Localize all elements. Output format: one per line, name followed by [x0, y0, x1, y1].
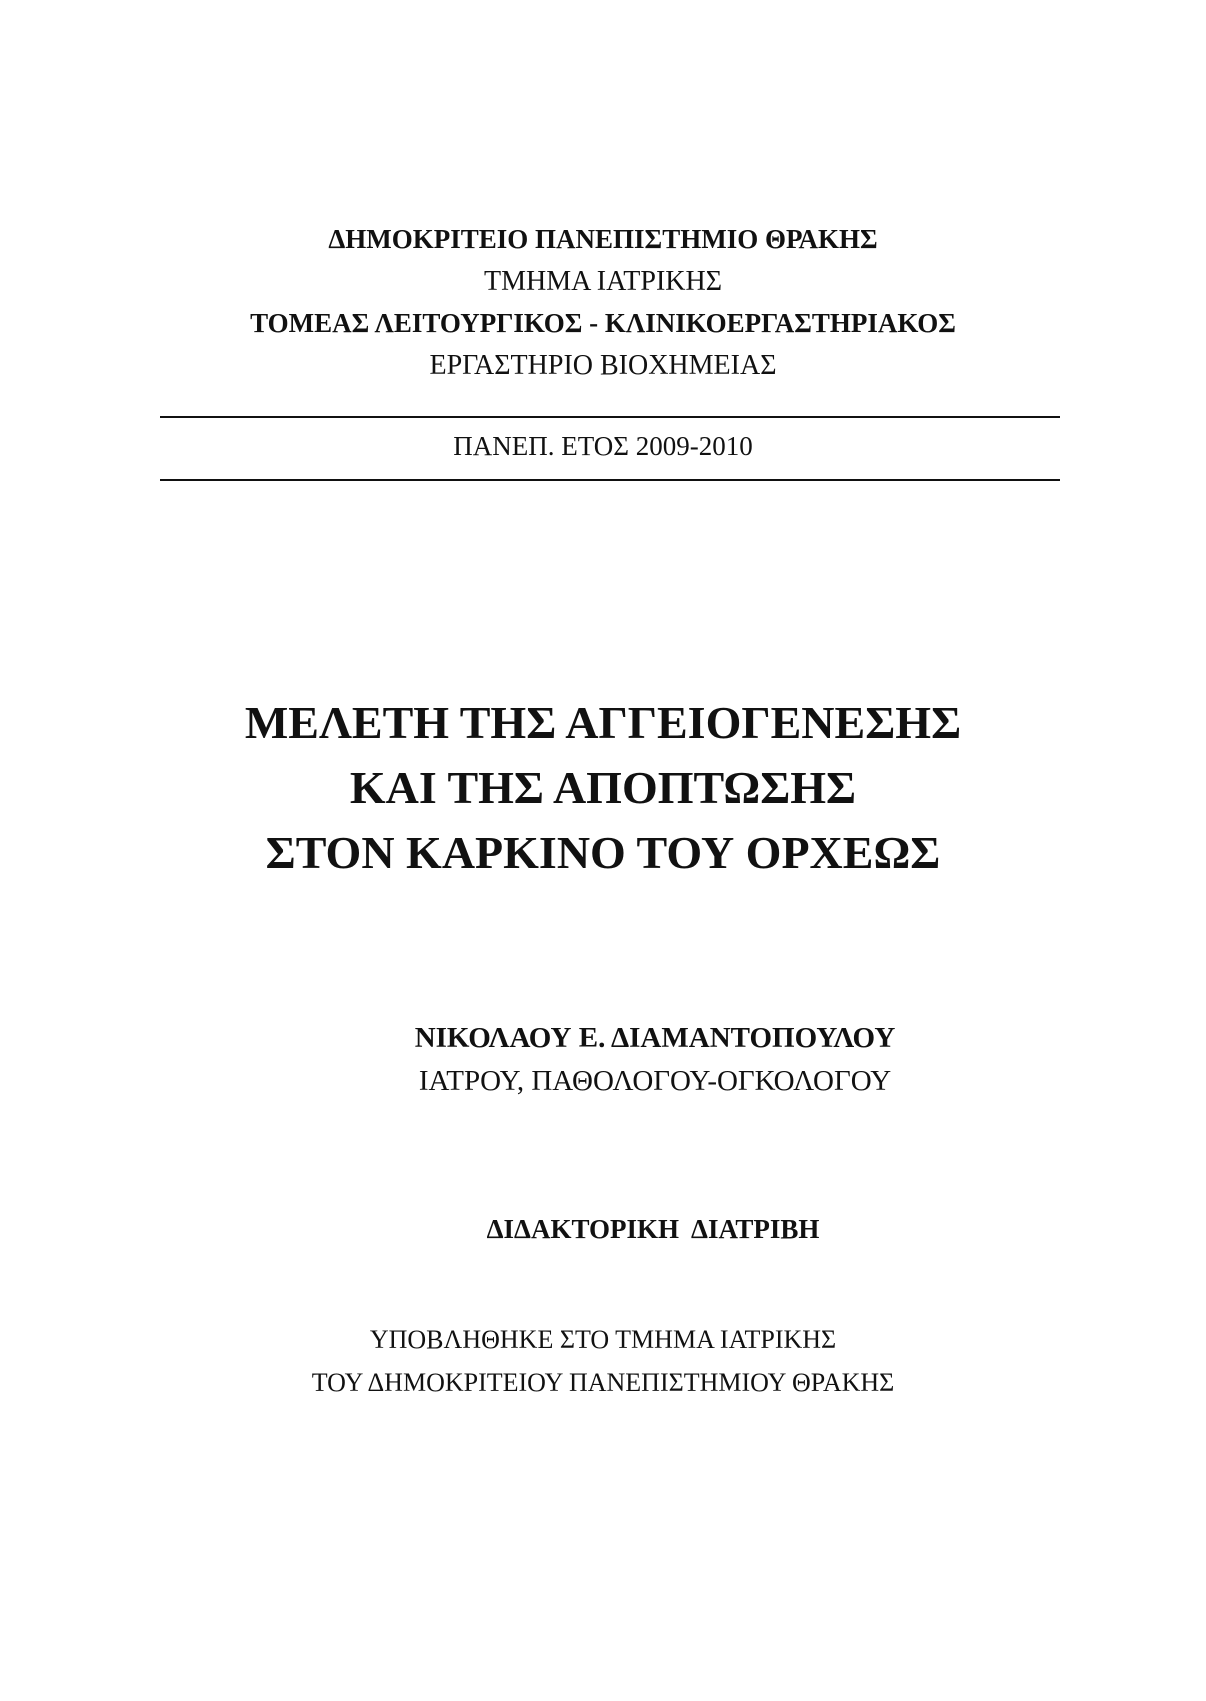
bottom-divider [160, 479, 1060, 481]
academic-year: ΠΑΝΕΠ. ΕΤΟΣ 2009-2010 [453, 431, 753, 461]
top-divider [160, 416, 1060, 418]
author-name: ΝΙΚΟΛΑΟΥ Ε. ΔΙΑΜΑΝΤΟΠΟΥΛΟΥ [414, 1022, 896, 1054]
thesis-title-line-3: ΣΤΟΝ ΚΑΡΚΙΝΟ ΤΟΥ ΟΡΧΕΩΣ [265, 827, 941, 878]
thesis-title-line-2: ΚΑΙ ΤΗΣ ΑΠΟΠΤΩΣΗΣ [349, 762, 857, 813]
submission-line-2: ΤΟΥ ΔΗΜΟΚΡΙΤΕΙΟΥ ΠΑΝΕΠΙΣΤΗΜΙΟΥ ΘΡΑΚΗΣ [311, 1368, 895, 1397]
university-name: ΔΗΜΟΚΡΙΤΕΙΟ ΠΑΝΕΠΙΣΤΗΜΙΟ ΘΡΑΚΗΣ [328, 224, 878, 254]
author-role: ΙΑΤΡΟΥ, ΠΑΘΟΛΟΓΟΥ-ΟΓΚΟΛΟΓΟΥ [418, 1065, 892, 1097]
department-name: ΤΜΗΜΑ ΙΑΤΡΙΚΗΣ [484, 266, 722, 297]
submission-line-1: ΥΠΟΒΛΗΘΗΚΕ ΣΤΟ ΤΜΗΜΑ ΙΑΤΡΙΚΗΣ [369, 1325, 837, 1354]
laboratory-name: ΕΡΓΑΣΤΗΡΙΟ ΒΙΟΧΗΜΕΙΑΣ [429, 350, 777, 381]
sector-name: ΤΟΜΕΑΣ ΛΕΙΤΟΥΡΓΙΚΟΣ - ΚΛΙΝΙΚΟΕΡΓΑΣΤΗΡΙΑΚΟΣ [250, 308, 956, 338]
thesis-title-line-1: ΜΕΛΕΤΗ ΤΗΣ ΑΓΓΕΙΟΓΕΝΕΣΗΣ [244, 697, 962, 748]
document-type: ΔΙΔΑΚΤΟΡΙΚΗ ΔΙΑΤΡΙΒΗ [486, 1214, 820, 1244]
